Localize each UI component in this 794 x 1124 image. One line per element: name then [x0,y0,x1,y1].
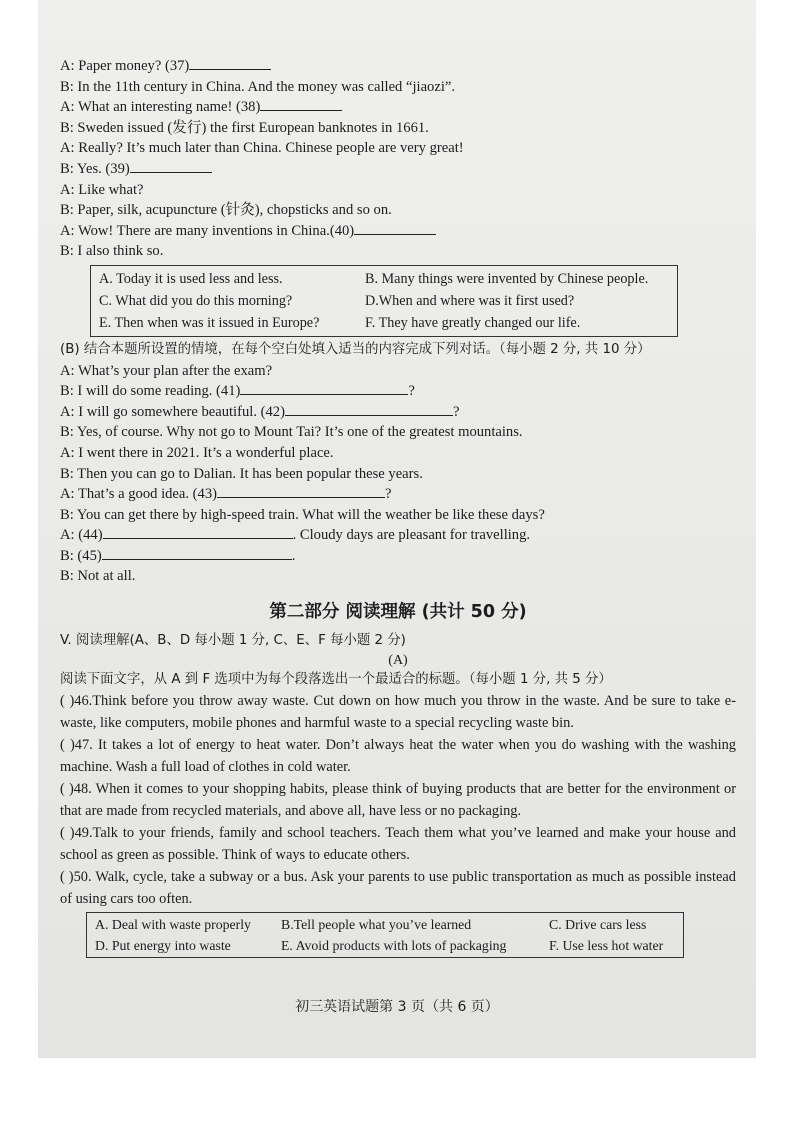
dialogue-line [60,464,736,485]
dialogue-line [60,118,736,139]
dialogue-line [60,221,736,242]
section-v-heading: V. 阅读理解(A、B、D 每小题 1 分, C、E、F 每小题 2 分) [60,633,406,649]
paragraph-50: ( )50. Walk, cycle, take a subway or a bus. Ask your parents to use public transportation as much as possible instead of using cars too often. [60,869,736,908]
reading-option-a: A. Deal with waste properly [95,917,251,933]
dialogue-text: A: I went there in 2021. It’s a wonderful place. [60,444,334,461]
page-footer: 初三英语试题第 3 页（共 6 页） [295,999,499,1015]
dialogue-line [60,56,736,77]
answer-blank[interactable] [130,159,212,173]
answer-blank[interactable] [103,525,293,539]
subsection-a-label: (A) [388,652,408,668]
dialogue-text: B: Paper, silk, acupuncture (针灸), chopsticks and so on. [60,202,392,219]
dialogue-text-after: ? [384,486,392,503]
dialogue-line [60,241,736,262]
dialogue-line [60,443,736,464]
answer-blank[interactable] [102,546,292,560]
dialogue-line [60,361,736,382]
answer-blank[interactable] [285,402,453,416]
reading-option-e: E. Avoid products with lots of packaging [281,938,507,954]
reading-option-c: C. Drive cars less [549,917,647,933]
dialogue-line [60,97,736,118]
option-f: F. They have greatly changed our life. [365,314,581,331]
option-e: E. Then when was it issued in Europe? [99,314,320,331]
dialogue-text: B: Yes, of course. Why not go to Mount Tai? It’s one of the greatest mountains. [60,424,523,441]
dialogue-text: B: Not at all. [60,568,136,585]
dialogue-line [60,422,736,443]
paragraph-46: ( )46.Think before you throw away waste. Cut down on how much you throw in the waste. And be sure to take e-waste, like computers, mobile phones and harmful waste to a special recycling waste bin. [60,693,736,732]
dialogue-text-after: ? [452,403,460,420]
dialogue-text: A: I will go somewhere beautiful. (42) [60,403,285,420]
dialogue-text: B: You can get there by high-speed train. What will the weather be like these days? [60,506,545,523]
option-b: B. Many things were invented by Chinese people. [365,270,649,287]
exam-page [38,0,756,1058]
part-title: 第二部分 阅读理解 (共计 50 分) [269,602,527,623]
dialogue-text: B: In the 11th century in China. And the money was called “jiaozi”. [60,78,456,95]
option-a: A. Today it is used less and less. [99,270,283,287]
dialogue-text: B: Yes. (39) [60,160,130,177]
dialogue-text: A: What an interesting name! (38) [60,99,261,116]
reading-instruction: 阅读下面文字，从 A 到 F 选项中为每个段落选出一个最适合的标题。（每小题 1 分, 共 5 分） [60,671,612,687]
dialogue-line [60,525,736,546]
dialogue-line [60,159,736,180]
answer-blank[interactable] [354,221,436,235]
dialogue-text: A: (44) [60,527,103,544]
dialogue-text: A: That’s a good idea. (43) [60,486,217,503]
dialogue-line [60,180,736,201]
paragraph-47: ( )47. It takes a lot of energy to heat water. Don’t always heat the water when you do washing with the washing machine. Wash a full load of clothes in cold water. [60,737,736,776]
dialogue-text: B: I will do some reading. (41) [60,383,241,400]
dialogue-line [60,77,736,98]
dialogue-text-after: . [291,547,296,564]
paragraph-49: ( )49.Talk to your friends, family and school teachers. Teach them what you’ve learned and make your house and school as green as possible. Think of ways to educate others. [60,825,736,864]
dialogue-line [60,566,736,587]
dialogue-text-after: ? [408,383,415,400]
dialogue-text: A: Really? It’s much later than China. Chinese people are very great! [60,140,464,157]
answer-blank[interactable] [240,381,408,395]
dialogue-text: A: Like what? [60,181,144,198]
option-c: C. What did you do this morning? [99,292,293,309]
dialogue-text: A: What’s your plan after the exam? [60,362,273,379]
paragraph-48: ( )48. When it comes to your shopping habits, please think of buying products that are better for the environment or that are made from recycled materials, and above all, have less or no packaging. [60,781,736,820]
option-d: D.When and where was it first used? [365,292,575,309]
dialogue-line [60,484,736,505]
answer-blank[interactable] [260,97,342,111]
answer-blank[interactable] [189,56,271,70]
reading-option-b: B.Tell people what you’ve learned [281,917,472,933]
dialogue-text: B: I also think so. [60,243,164,260]
dialogue-line [60,546,736,567]
page-content [60,56,736,958]
dialogue-line [60,505,736,526]
dialogue-a [60,56,736,262]
section-b-instruction: (B) 结合本题所设置的情境，在每个空白处填入适当的内容完成下列对话。（每小题 2 分, 共 10 分） [60,341,651,357]
options-box-a [90,265,678,337]
dialogue-text: B: (45) [60,547,102,564]
dialogue-line [60,138,736,159]
dialogue-text: A: Wow! There are many inventions in China.(40) [60,222,355,239]
reading-paragraphs [60,690,736,910]
dialogue-line [60,200,736,221]
dialogue-text: B: Sweden issued (发行) the first European banknotes in 1661. [60,119,429,136]
dialogue-text-after: . Cloudy days are pleasant for travelling. [292,527,531,544]
dialogue-line [60,402,736,423]
dialogue-line [60,381,736,402]
dialogue-text: B: Then you can go to Dalian. It has been popular these years. [60,465,423,482]
reading-option-f: F. Use less hot water [549,938,664,954]
dialogue-b [60,361,736,588]
dialogue-text: A: Paper money? (37) [60,58,190,74]
answer-blank[interactable] [217,484,385,498]
reading-option-d: D. Put energy into waste [95,938,231,954]
options-box-reading [86,912,684,958]
